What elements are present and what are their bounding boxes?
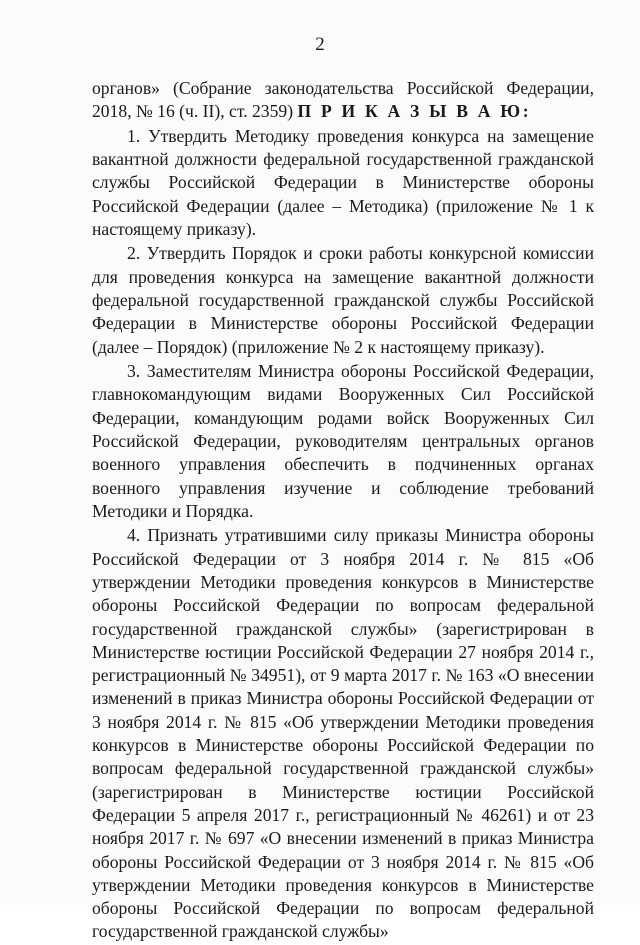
order-item-1: 1. Утвердить Методику проведения конкурса на замещение вакантной должности федеральной государственной гражданской службы Российской Федерации в Министерстве обороны Российской Федерации (далее – Методика) (приложение № 1 к настоящему приказу). <box>92 125 594 239</box>
page-number: 2 <box>315 34 325 55</box>
intro-paragraph <box>92 77 594 124</box>
order-item-4: 4. Признать утратившими силу приказы Министра обороны Российской Федерации от 3 ноября 2014 г. № 815 «Об утверждении Методики проведения конкурсов в Министерстве обороны Российской Федерации по вопросам федеральной государственной гражданской службы» (зарегистрирован в Министерстве юстиции Российской Федерации 27 ноября 2014 г., регистрационный № 34951), от 9 марта 2017 г. № 163 «О внесении изменений в приказ Министра обороны Российской Федерации от 3 ноября 2014 г. № 815 «Об утверждении Методики проведения конкурсов в Министерстве обороны Российской Федерации по вопросам федеральной государственной гражданской службы» (зарегистрирован в Министерстве юстиции Российской Федерации 5 апреля 2017 г., регистрационный № 46261) и от 23 ноября 2017 г. № 697 «О внесении изменений в приказ Министра обороны Российской Федерации от 3 ноября 2014 г. № 815 «Об утверждении Методики проведения конкурсов в Министерстве обороны Российской Федерации по вопросам федеральной государственной гражданской службы» <box>92 525 594 942</box>
order-item-2: 2. Утвердить Порядок и сроки работы конкурсной комиссии для проведения конкурса на замещение вакантной должности федеральной государственной гражданской службы Российской Федерации в Министерстве обороны Российской Федерации (далее – Порядок) (приложение № 2 к настоящему приказу). <box>92 243 594 357</box>
order-item-3: 3. Заместителям Министра обороны Российской Федерации, главнокомандующим видами Вооруженных Сил Российской Федерации, командующим родами войск Вооруженных Сил Российской Федерации, руководителям центральных органов военного управления обеспечить в подчиненных органах военного управления изучение и соблюдение требований Методики и Порядка. <box>92 361 594 521</box>
order-word: П Р И К А З Ы В А Ю: <box>297 101 532 122</box>
intro-text: органов» (Собрание законодательства Российской Федерации, 2018, № 16 (ч. II), ст. 2359) <box>92 78 594 122</box>
document-body <box>92 77 594 945</box>
